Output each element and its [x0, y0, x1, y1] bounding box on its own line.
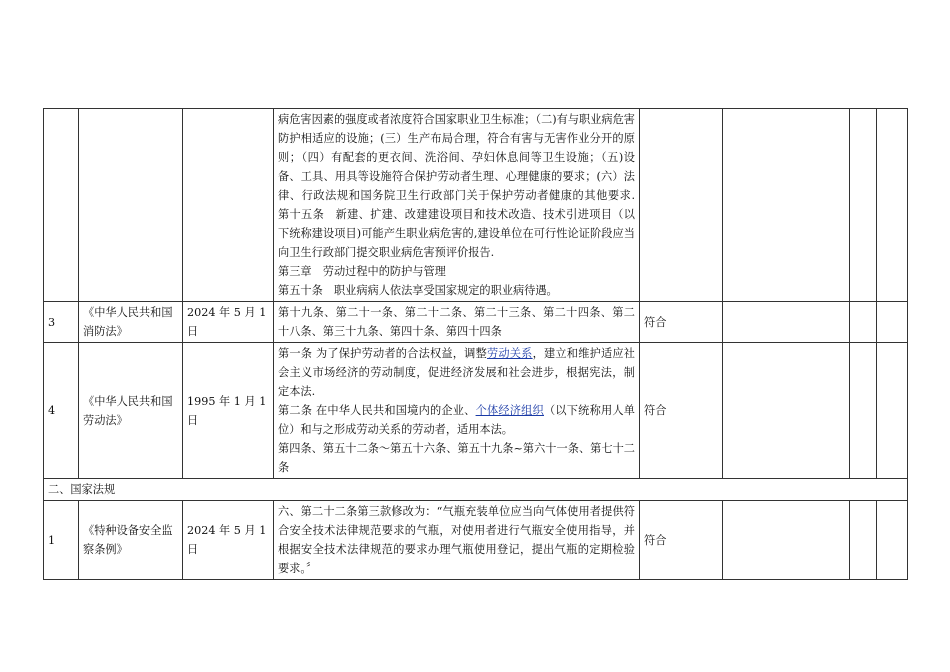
section-title: 二、国家法规 [44, 479, 908, 501]
empty-cell [877, 302, 908, 343]
regulation-name [79, 109, 183, 302]
row-number: 1 [44, 501, 79, 580]
regulations-table [43, 108, 908, 580]
provision-paragraph: 第二条 在中华人民共和国境内的企业、个体经济组织（以下统称用人单位）和与之形成劳动关系的劳动者，适用本法。 [278, 404, 635, 436]
effective-date [183, 109, 274, 302]
row-number [44, 109, 79, 302]
empty-cell [723, 343, 850, 479]
provision-content: 六、第二十二条第三款修改为：“气瓶充装单位应当向气体使用者提供符合安全技术法律规范要求的气瓶，对使用者进行气瓶安全使用指导，并根据安全技术法律规范的要求办理气瓶使用登记，提出气瓶的定期检验要求。〞 [274, 501, 640, 580]
regulation-name: 《中华人民共和国消防法》 [79, 302, 183, 343]
row-number: 3 [44, 302, 79, 343]
empty-cell [850, 302, 877, 343]
provision-paragraph: 第三章 劳动过程中的防护与管理 [278, 265, 446, 278]
compliance-result: 符合 [640, 501, 723, 580]
table-row [44, 109, 908, 302]
provision-paragraph: 第五十条 职业病病人依法享受国家规定的职业病待遇。 [278, 284, 558, 297]
regulation-name: 《中华人民共和国劳动法》 [79, 343, 183, 479]
provision-paragraph: 第四条、第五十二条～第五十六条、第五十九条~第六十一条、第七十二条 [278, 442, 635, 474]
empty-cell [877, 109, 908, 302]
provision-content [274, 343, 640, 479]
individual-economic-organization-link[interactable]: 个体经济组织 [475, 404, 544, 417]
effective-date: 1995 年 1 月 1 日 [183, 343, 274, 479]
provision-paragraph: 第十九条、第二十一条、第二十二条、第二十三条、第二十四条、第二十八条、第三十九条、第四十条、第四十四条 [278, 306, 635, 338]
table-row [44, 343, 908, 479]
empty-cell [850, 109, 877, 302]
empty-cell [877, 501, 908, 580]
regulation-name: 《特种设备安全监察条例》 [79, 501, 183, 580]
compliance-result: 符合 [640, 302, 723, 343]
provision-paragraph: 病危害因素的强度或者浓度符合国家职业卫生标准；（二)有与职业病危害防护相适应的设施；(三）生产布局合理，符合有害与无害作业分开的原则；（四）有配套的更衣间、洗浴间、孕妇休息间等卫生设施；（五)设备、工具、用具等设施符合保护劳动者生理、心理健康的要求；(六）法律、行政法规和国务院卫生行政部门关于保护劳动者健康的其他要求. 第十五条 新建、扩建、改建建设项目和技术改造、技术引进项目（以下统称建设项目)可能产生职业病危害的,建设单位在可行性论证阶段应当向卫生行政部门提交职业病危害预评价报告. [278, 113, 658, 259]
labor-relations-link[interactable]: 劳动关系 [486, 347, 533, 360]
compliance-result: 符合 [640, 343, 723, 479]
empty-cell [850, 501, 877, 580]
empty-cell [877, 343, 908, 479]
empty-cell [723, 109, 850, 302]
provision-content [274, 302, 640, 343]
empty-cell [723, 302, 850, 343]
row-number: 4 [44, 343, 79, 479]
compliance-result [640, 109, 723, 302]
effective-date: 2024 年 5 月 1 日 [183, 501, 274, 580]
provision-paragraph: 第一条 为了保护劳动者的合法权益，调整劳动关系，建立和维护适应社会主义市场经济的劳动制度，促进经济发展和社会进步，根据宪法，制定本法. [278, 347, 635, 398]
provision-content [274, 109, 658, 302]
table-row [44, 501, 908, 580]
empty-cell [723, 501, 850, 580]
section-header-row [44, 479, 908, 501]
table-row [44, 302, 908, 343]
empty-cell [850, 343, 877, 479]
effective-date: 2024 年 5 月 1 日 [183, 302, 274, 343]
